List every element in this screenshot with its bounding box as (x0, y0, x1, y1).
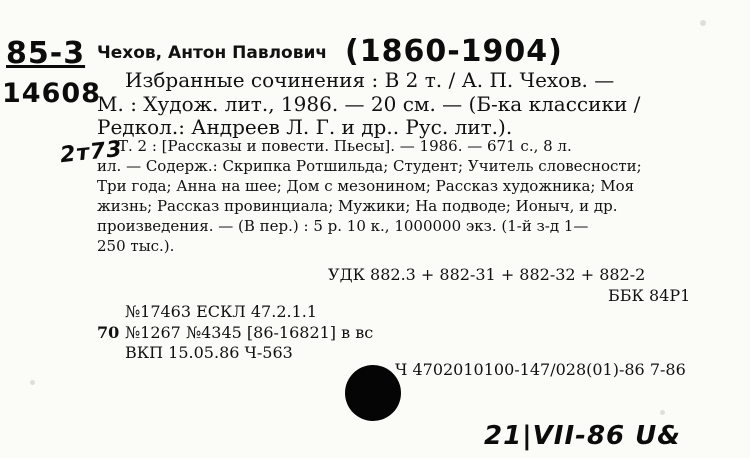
title-line: Избранные сочинения : В 2 т. / А. П. Чехов. — (125, 68, 615, 92)
volume-line-6: 250 тыс.). (97, 237, 175, 255)
smudge-mark (660, 410, 665, 415)
volume-line-1: Т. 2 : [Рассказы и повести. Пьесы]. — 1986. — 671 с., 8 л. (118, 137, 572, 155)
edition-code: Ч 4702010100-147/028(01)-86 7-86 (395, 360, 686, 379)
vkp-line: ВКП 15.05.86 Ч-563 (125, 343, 293, 362)
series-line: Редкол.: Андреев Л. Г. и др.. Рус. лит.). (97, 115, 513, 139)
volume-line-3: Три года; Анна на шее; Дом с мезонином; Рассказ художника; Моя (97, 177, 635, 195)
volume-mark: 2т73 (58, 136, 124, 169)
volume-line-4: жизнь; Рассказ провинциала; Мужики; На подводе; Ионыч, и др. (97, 197, 618, 215)
catalog-prefix: 70 (97, 323, 120, 342)
imprint-line: М. : Худож. лит., 1986. — 20 см. — (Б-ка классики / (97, 92, 641, 116)
smudge-mark (30, 380, 35, 385)
volume-line-2: ил. — Содерж.: Скрипка Ротшильда; Студент; Учитель словесности; (97, 157, 642, 175)
catalog-number-2: №1267 №4345 [86-16821] в вс (125, 323, 374, 342)
date-note: 21|VII-86 U& (484, 421, 681, 451)
volume-line-5: произведения. — (В пер.) : 5 р. 10 к., 1000000 экз. (1-й з-д 1— (97, 217, 589, 235)
author-heading: Чехов, Антон Павлович (97, 43, 328, 63)
udk-line: УДК 882.3 + 882-31 + 882-32 + 882-2 (328, 265, 646, 284)
bbk-line: ББК 84Р1 (608, 286, 691, 305)
catalog-number-1: №17463 ЕСКЛ 47.2.1.1 (125, 302, 318, 321)
punch-hole (345, 365, 401, 421)
smudge-mark (700, 20, 706, 26)
shelf-mark-top: 85-3 (6, 36, 86, 71)
life-years: (1860-1904) (345, 34, 563, 69)
shelf-mark-bottom: 14608 (2, 78, 101, 109)
